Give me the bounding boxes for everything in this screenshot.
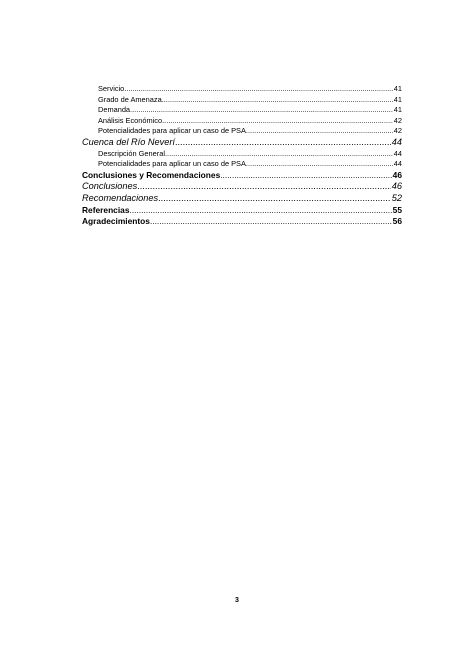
table-of-contents (82, 84, 402, 228)
toc-entry-page: 55 (392, 204, 402, 215)
page-number: 3 (235, 597, 239, 604)
toc-entry-page: 46 (392, 169, 402, 180)
dot-leader (137, 181, 391, 193)
toc-entry-demanda[interactable] (82, 105, 402, 116)
toc-entry-label: Agradecimientos (82, 216, 150, 227)
toc-entry-page: 52 (391, 193, 402, 204)
toc-entry-page: 44 (393, 148, 402, 158)
toc-entry-page: 46 (391, 181, 402, 192)
toc-entry-label: Análisis Económico (98, 115, 163, 125)
toc-entry-analisis-economico[interactable] (82, 116, 402, 127)
toc-entry-conclusiones[interactable] (82, 181, 402, 193)
toc-entry-recomendaciones[interactable] (82, 193, 402, 205)
toc-entry-page: 41 (393, 105, 402, 115)
toc-entry-label: Conclusiones y Recomendaciones (82, 169, 221, 180)
dot-leader (130, 205, 392, 216)
dot-leader (158, 193, 391, 205)
toc-entry-descripcion-general[interactable] (82, 149, 402, 160)
toc-entry-label: Referencias (82, 204, 130, 215)
toc-entry-label: Demanda (98, 105, 131, 115)
dot-leader (246, 159, 393, 170)
toc-entry-potencialidades-psa-1[interactable] (82, 126, 402, 137)
toc-entry-servicio[interactable] (82, 84, 402, 95)
toc-entry-cuenca-rio-neveri[interactable] (82, 137, 402, 149)
toc-entry-label: Servicio (98, 84, 125, 93)
dot-leader (130, 105, 393, 116)
toc-entry-potencialidades-psa-2[interactable] (82, 159, 402, 170)
toc-entry-page: 56 (392, 216, 402, 227)
dot-leader (150, 216, 392, 227)
toc-entry-grado-de-amenaza[interactable] (82, 95, 402, 106)
toc-entry-referencias[interactable] (82, 205, 402, 216)
dot-leader (162, 116, 393, 127)
dot-leader (124, 84, 392, 95)
toc-entry-label: Conclusiones (82, 181, 138, 192)
toc-entry-label: Potencialidades para aplicar un caso de PSA (98, 126, 246, 136)
toc-entry-agradecimientos[interactable] (82, 216, 402, 227)
toc-entry-page: 42 (393, 115, 402, 125)
dot-leader (246, 126, 393, 137)
toc-entry-page: 42 (393, 126, 402, 136)
dot-leader (165, 149, 393, 160)
toc-entry-label: Recomendaciones (82, 193, 159, 204)
toc-entry-label: Cuenca del Río Neverí (82, 136, 175, 147)
toc-entry-page: 41 (393, 84, 402, 93)
dot-leader (220, 170, 391, 181)
toc-entry-page: 44 (393, 159, 402, 169)
dot-leader (162, 95, 393, 106)
toc-entry-page: 44 (391, 136, 402, 147)
toc-entry-label: Grado de Amenaza (98, 94, 162, 104)
toc-entry-page: 41 (393, 94, 402, 104)
toc-entry-label: Potencialidades para aplicar un caso de PSA (98, 159, 246, 169)
toc-entry-conclusiones-y-recomendaciones[interactable] (82, 170, 402, 181)
dot-leader (175, 137, 391, 149)
toc-entry-label: Descripción General (98, 148, 165, 158)
